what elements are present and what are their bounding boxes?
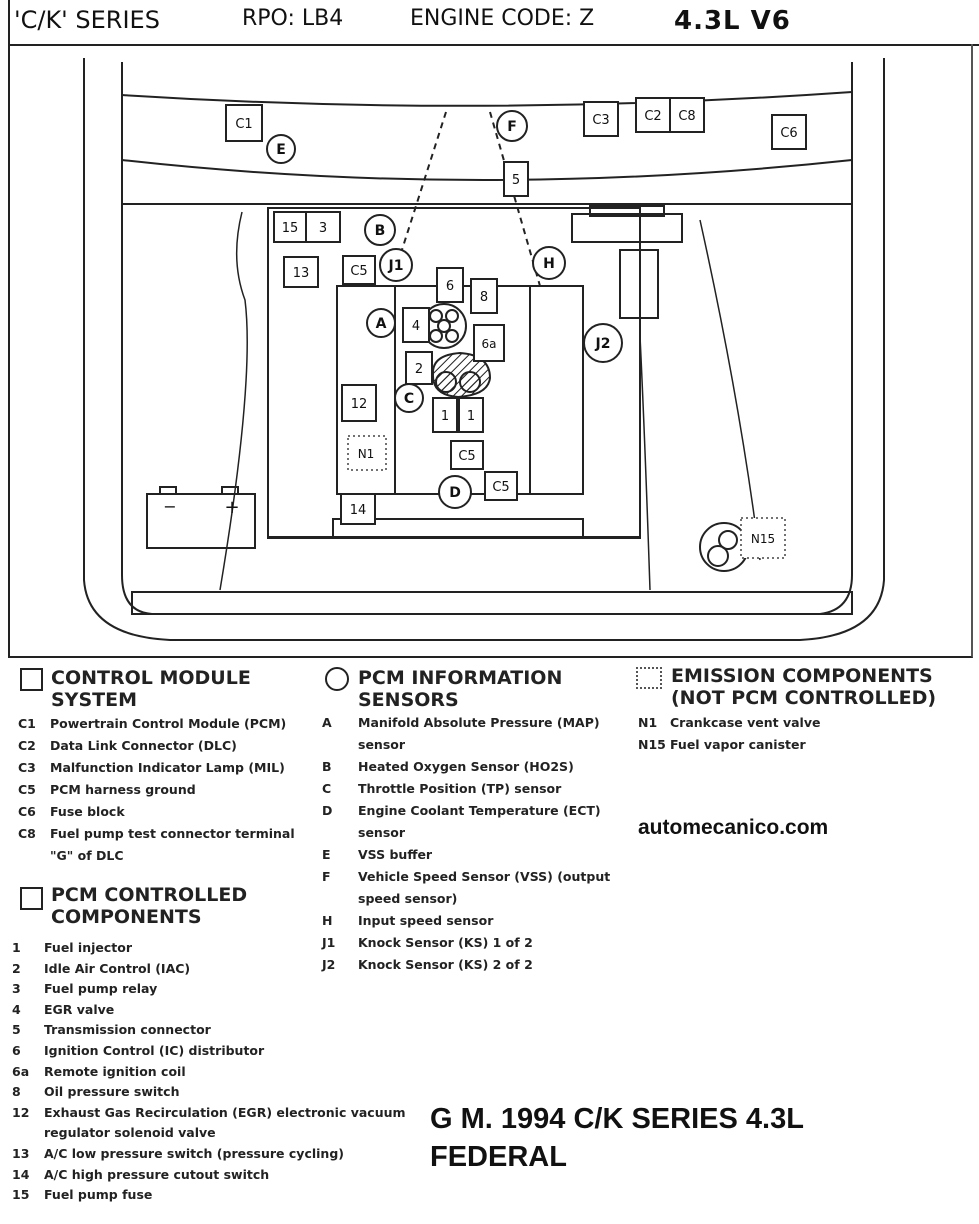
list-item: C3 Malfunction Indicator Lamp (MIL) [18, 760, 285, 775]
component-6a [474, 325, 504, 361]
sensor-j1 [380, 249, 412, 281]
component-c1 [226, 105, 262, 141]
list-item: C8 Fuel pump test connector terminal [18, 826, 295, 841]
component-1-b [459, 398, 483, 432]
list-item: 13 A/C low pressure switch (pressure cycling) [12, 1145, 344, 1161]
pcm-controlled-symbol-icon [20, 887, 43, 910]
list-item: 14 A/C high pressure cutout switch [12, 1166, 270, 1182]
sensor-e [267, 135, 295, 163]
component-c3 [584, 102, 618, 136]
svg-text:A: A [375, 316, 387, 332]
component-15 [274, 212, 306, 242]
component-4 [403, 308, 429, 342]
svg-text:H: H [543, 256, 555, 272]
battery-minus: − [163, 497, 177, 516]
control-module-symbol-icon [20, 668, 43, 691]
list-item: C6 Fuse block [18, 804, 125, 819]
component-n15 [741, 518, 785, 558]
list-item: A Manifold Absolute Pressure (MAP) [322, 715, 600, 730]
series-title: 'C/K' SERIES [14, 6, 160, 34]
sensor-b [365, 215, 395, 245]
list-item: C1 Powertrain Control Module (PCM) [18, 716, 287, 731]
svg-text:J1: J1 [388, 258, 404, 274]
engine-code-label: ENGINE CODE: Z [410, 6, 595, 31]
svg-text:C8: C8 [678, 109, 696, 124]
list-item: 12 Exhaust Gas Recirculation (EGR) electronic vacuum [12, 1104, 406, 1120]
figure-caption: G M. 1994 C/K SERIES 4.3L FEDERAL [430, 1103, 804, 1173]
website-label: automecanico.com [638, 816, 829, 839]
list-item: J2 Knock Sensor (KS) 2 of 2 [322, 957, 533, 972]
list-item: N1 Crankcase vent valve [638, 715, 821, 730]
sensor-d [439, 476, 471, 508]
component-c5-c [485, 472, 517, 500]
svg-text:N1: N1 [357, 447, 375, 461]
svg-text:B: B [374, 223, 386, 239]
svg-text:C2: C2 [644, 109, 662, 124]
sensor-f [497, 111, 527, 141]
cowl-upper [122, 92, 852, 106]
svg-text:4: 4 [411, 319, 421, 334]
svg-text:C5: C5 [458, 449, 476, 464]
svg-text:8: 8 [479, 290, 489, 305]
component-3 [306, 212, 340, 242]
emission-list [638, 712, 820, 756]
svg-text:3: 3 [318, 221, 328, 236]
cowl-lower [122, 160, 852, 180]
pcm-controlled-heading: PCM CONTROLLED COMPONENTS [51, 884, 248, 928]
sensor-a [367, 309, 395, 337]
list-item: 3 Fuel pump relay [12, 981, 158, 997]
component-2 [406, 352, 432, 384]
svg-text:E: E [276, 142, 286, 158]
pcm-sensors-heading: PCM INFORMATION SENSORS [358, 667, 563, 711]
list-item: F Vehicle Speed Sensor (VSS) (output [322, 869, 611, 884]
svg-text:N15: N15 [750, 532, 776, 546]
svg-text:J2: J2 [595, 336, 611, 352]
svg-text:6: 6 [445, 279, 455, 294]
pcm-controlled-list [12, 938, 406, 1206]
sensor-j2 [584, 324, 622, 362]
right-fender-line [700, 220, 760, 560]
component-c2 [636, 98, 670, 132]
rpo-label: RPO: LB4 [242, 6, 344, 31]
svg-text:2: 2 [414, 362, 424, 377]
svg-text:6a: 6a [481, 337, 497, 351]
svg-text:15: 15 [281, 221, 299, 236]
svg-text:12: 12 [350, 397, 368, 412]
list-item: C2 Data Link Connector (DLC) [18, 738, 237, 753]
component-c8 [670, 98, 704, 132]
svg-text:1: 1 [466, 409, 476, 424]
list-item: 4 EGR valve [12, 1001, 115, 1017]
svg-text:C1: C1 [235, 117, 253, 132]
emission-heading: EMISSION COMPONENTS (NOT PCM CONTROLLED) [671, 665, 937, 709]
list-item: sensor [358, 825, 406, 840]
component-13 [284, 257, 318, 287]
svg-text:C6: C6 [780, 126, 798, 141]
svg-text:C: C [403, 391, 415, 407]
displacement-label: 4.3L V6 [674, 6, 791, 36]
list-item: C Throttle Position (TP) sensor [322, 781, 562, 796]
list-item: 5 Transmission connector [12, 1022, 211, 1038]
list-item: speed sensor) [358, 891, 458, 906]
svg-text:F: F [507, 119, 517, 135]
list-item: H Input speed sensor [322, 913, 494, 928]
svg-text:5: 5 [511, 173, 521, 188]
list-item: B Heated Oxygen Sensor (HO2S) [322, 759, 574, 774]
sensor-c [395, 384, 423, 412]
component-12 [342, 385, 376, 421]
list-item: N15 Fuel vapor canister [638, 737, 806, 752]
sensor-h [533, 247, 565, 279]
list-item: C5 PCM harness ground [18, 782, 196, 797]
svg-text:D: D [449, 485, 461, 501]
pcm-sensors-list [322, 712, 610, 976]
front-bumper-support [132, 592, 852, 614]
svg-text:14: 14 [349, 503, 367, 518]
dashed-line-left [400, 112, 446, 256]
list-item: 6 Ignition Control (IC) distributor [12, 1042, 265, 1058]
component-c6 [772, 115, 806, 149]
list-item: regulator solenoid valve [44, 1125, 216, 1141]
list-item: 6a Remote ignition coil [12, 1063, 186, 1079]
emission-symbol-icon [636, 667, 662, 689]
component-14 [341, 494, 375, 524]
svg-text:C3: C3 [592, 113, 610, 128]
list-item: 8 Oil pressure switch [12, 1084, 180, 1100]
list-item: 1 Fuel injector [12, 940, 133, 955]
component-c5-b [451, 441, 483, 469]
svg-text:C5: C5 [492, 480, 510, 495]
list-item: D Engine Coolant Temperature (ECT) [322, 803, 601, 818]
component-5 [504, 162, 528, 196]
list-item: sensor [358, 737, 406, 752]
list-item: "G" of DLC [50, 848, 124, 863]
svg-text:13: 13 [292, 266, 310, 281]
list-item: E VSS buffer [322, 847, 433, 862]
svg-text:1: 1 [440, 409, 450, 424]
air-cleaner [572, 214, 682, 242]
control-module-list [18, 713, 295, 867]
component-1-a [433, 398, 457, 432]
battery-plus: + [224, 497, 240, 518]
left-fender-line [220, 212, 247, 590]
component-c5-a [343, 256, 375, 284]
list-item: 15 Fuel pump fuse [12, 1187, 153, 1203]
list-item: J1 Knock Sensor (KS) 1 of 2 [322, 935, 533, 950]
component-n1 [348, 436, 386, 470]
component-6 [437, 268, 463, 302]
component-8 [471, 279, 497, 313]
svg-text:C5: C5 [350, 264, 368, 279]
list-item: 2 Idle Air Control (IAC) [12, 960, 191, 976]
pcm-sensors-symbol-icon [325, 667, 349, 691]
control-module-heading: CONTROL MODULE SYSTEM [51, 667, 251, 711]
